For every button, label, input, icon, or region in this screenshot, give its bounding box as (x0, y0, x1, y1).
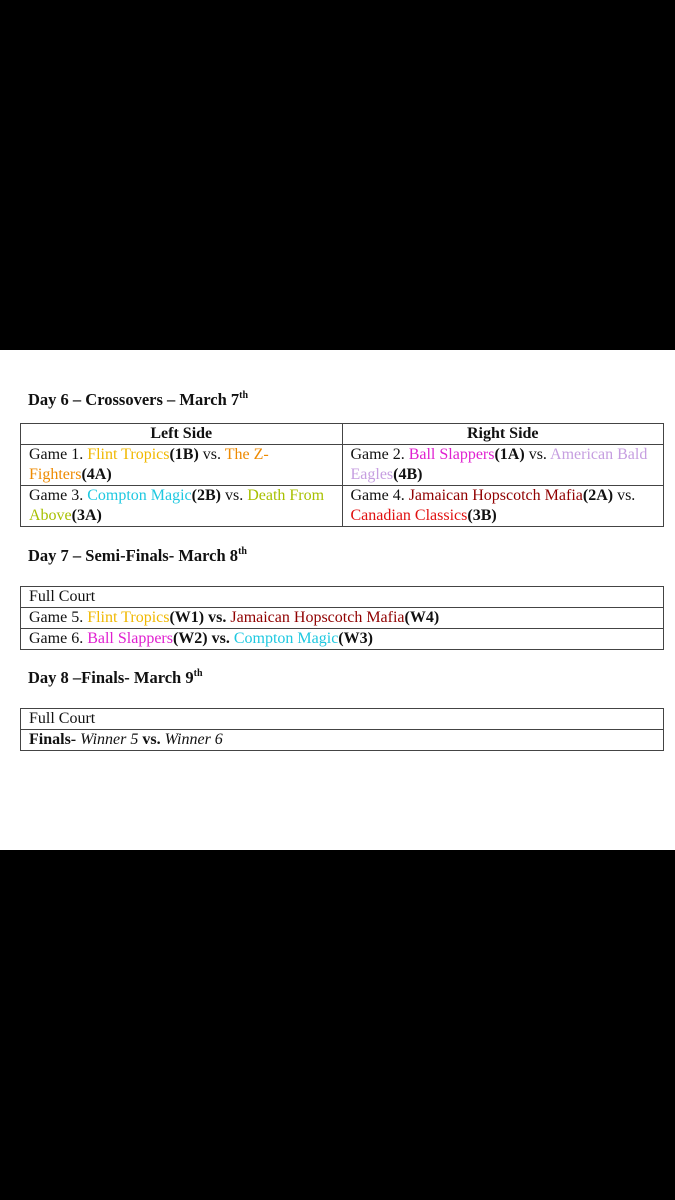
table-row (21, 608, 664, 629)
day7-title: Day 7 – Semi-Finals- March 8 (28, 546, 239, 565)
table-row (21, 486, 664, 527)
day8-title-sup: th (193, 668, 203, 679)
team-name: Flint Tropics (87, 609, 170, 626)
day7-title-sup: th (238, 546, 247, 557)
game-label: Game 3. (29, 487, 88, 504)
seed: (W1) (169, 609, 205, 626)
team-name: Ball Slappers (408, 446, 495, 463)
right-side-header: Right Side (342, 424, 664, 445)
game-2-cell (342, 445, 664, 486)
seed: (1A) (494, 446, 525, 463)
team-name: Jamaican Hopscotch Mafia (230, 609, 405, 626)
vs-label: vs. (613, 487, 636, 504)
seed: (W3) (338, 630, 373, 647)
game-label: Game 5. (29, 609, 88, 626)
vs-label: vs. (204, 609, 231, 626)
team-name: American Bald Eagles (350, 446, 648, 483)
vs-label: vs. (198, 446, 225, 463)
day6-title-sup: th (239, 390, 249, 401)
winner-5: Winner 5 (80, 731, 139, 748)
day8-heading (28, 668, 203, 688)
game-6-cell (21, 629, 664, 650)
table-row (21, 709, 664, 730)
game-label: Game 1. (29, 446, 88, 463)
game-label: Game 6. (29, 630, 88, 647)
vs-label: vs. (220, 487, 248, 504)
vs-label: vs. (207, 630, 234, 647)
vs-label: vs. (142, 731, 161, 748)
day8-table (20, 708, 664, 751)
team-name: Jamaican Hopscotch Mafia (408, 487, 583, 504)
table-row (21, 445, 664, 486)
seed: (2B) (191, 487, 221, 504)
day7-table (20, 586, 664, 650)
table-row (21, 587, 664, 608)
full-court-header: Full Court (21, 709, 664, 730)
day7-heading (28, 546, 247, 566)
finals-cell (21, 730, 664, 751)
team-name: Flint Tropics (87, 446, 170, 463)
table-row (21, 424, 664, 445)
finals-label: Finals- (29, 731, 77, 748)
day6-table (20, 423, 664, 527)
day6-heading (28, 390, 248, 410)
seed: (4A) (81, 466, 112, 483)
day6-title: Day 6 – Crossovers – March 7 (28, 390, 240, 409)
team-name: Death From Above (29, 487, 325, 524)
table-row (21, 730, 664, 751)
team-name: Compton Magic (233, 630, 339, 647)
game-5-cell (21, 608, 664, 629)
vs-label: vs. (524, 446, 551, 463)
full-court-header: Full Court (21, 587, 664, 608)
game-label: Game 4. (350, 487, 409, 504)
game-4-cell (342, 486, 664, 527)
team-name: Canadian Classics (350, 507, 468, 524)
table-row (21, 629, 664, 650)
seed: (4B) (393, 466, 423, 483)
game-1-cell (21, 445, 343, 486)
team-name: Ball Slappers (87, 630, 173, 647)
seed: (3A) (71, 507, 102, 524)
seed: (3B) (467, 507, 497, 524)
game-3-cell (21, 486, 343, 527)
seed: (1B) (169, 446, 199, 463)
team-name: Compton Magic (87, 487, 192, 504)
day8-title: Day 8 –Finals- March 9 (28, 668, 194, 687)
game-label: Game 2. (350, 446, 409, 463)
seed: (W2) (172, 630, 208, 647)
seed: (W4) (404, 609, 440, 626)
team-name: The Z-Fighters (29, 446, 269, 483)
winner-6: Winner 6 (164, 731, 223, 748)
seed: (2A) (582, 487, 614, 504)
left-side-header: Left Side (21, 424, 343, 445)
